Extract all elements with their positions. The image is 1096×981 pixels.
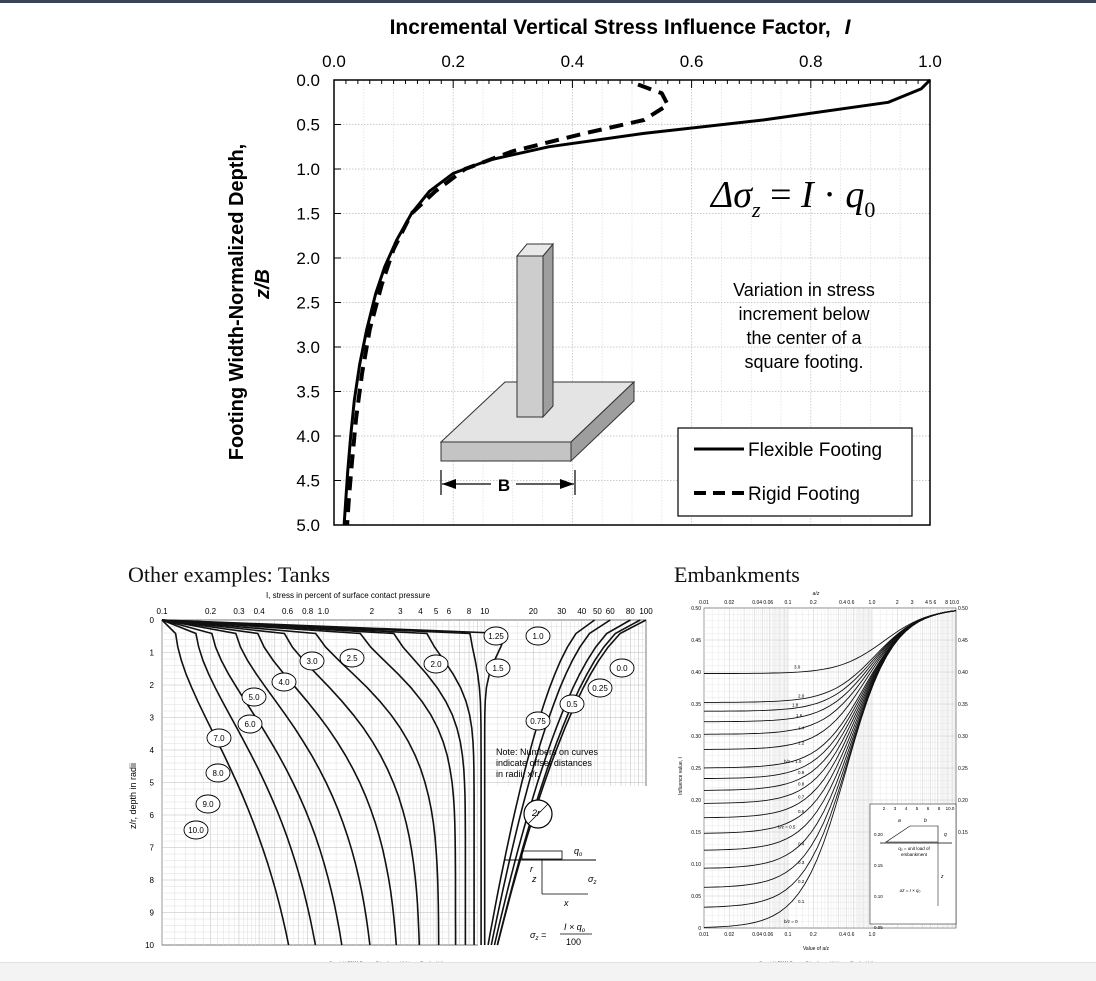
formula-dot: · [813,174,846,216]
emb-inset-formula: σz = I × q₀ [899,888,921,893]
tanks-curve-label [238,715,262,733]
emb-x-tick-label-bottom: 0.02 [724,932,735,938]
tanks-x-tick-label: 2 [369,607,375,616]
tanks-x-tick-label: 60 [605,607,615,616]
tanks-curve-label-text: 0.75 [530,717,546,726]
formula-lhs-subscript: z [752,197,761,222]
tanks-curve-label-text: 2.5 [346,654,358,663]
x-tick-label: 0.8 [798,52,823,71]
y-tick-label: 0.0 [296,71,320,90]
emb-x-tick-label-bottom: 0.2 [809,932,817,938]
annotation-line-3: the center of a [746,328,862,348]
tanks-curve-label [184,821,208,839]
tanks-y-tick-label: 10 [145,941,154,950]
tanks-x-tick-label: 0.1 [156,607,168,616]
chart-title-symbol: I [844,16,851,39]
tanks-note-line-1: Note: Numbers on curves [496,747,599,757]
tank-offset-label: x [564,898,569,908]
emb-x-tick-label-top: 0.2 [809,600,817,606]
emb-curve-label: 1.4 [798,725,805,731]
tanks-y-tick-label: 7 [149,843,154,853]
tanks-x-tick-label: 0.4 [253,607,265,616]
tanks-curve-label [206,764,230,782]
embankments-heading: Embankments [674,562,800,587]
emb-x-title: a/z [812,591,820,597]
stress-formula [709,174,875,222]
tanks-curve-label-text: 1.5 [492,664,504,673]
y-tick-label: 1.5 [296,204,320,224]
emb-inset-x-tick: 2 [882,806,886,811]
legend [678,428,912,516]
annotation-text [733,280,875,372]
tanks-x-tick-label: 0.6 [281,607,294,616]
emb-x-tick-label-bottom: 0.01 [699,932,709,938]
emb-x-tick-label-top: 8 10.0 [945,600,960,606]
y-tick-label: 5.0 [296,516,320,535]
emb-curve-label: 0.7 [798,794,805,800]
formula-load-subscript: 0 [864,197,876,222]
tanks-curve-label [610,659,634,677]
emb-y-tick-label: 0 [698,926,701,932]
tanks-x-ticks [156,607,653,616]
emb-curve-label: b/z = 0 [784,919,798,925]
tanks-formula-equals: = [538,930,547,940]
formula-lhs: Δσ [711,174,753,216]
y-axis-label-variable: z/B [252,269,274,299]
tanks-x-tick-label: 0.2 [205,607,217,616]
emb-curve-label: 0.6 [798,809,805,815]
emb-inset-a-label: a [898,818,901,824]
emb-inset-caption-1: q₀ = unit load of [898,846,930,851]
emb-y-tick-label-right: 0.15 [958,830,968,836]
tanks-x-tick-label: 1.0 [317,607,329,616]
tanks-x-tick-label: 30 [557,607,567,616]
tanks-formula-numerator-text: I × q [564,922,582,932]
emb-inset-x-tick: 4 [904,806,908,811]
emb-x-tick-label-top: 0.1 [784,600,792,606]
tanks-curve-label-text: 4.0 [278,678,290,687]
emb-y-tick-label: 0.15 [691,830,701,836]
emb-y-tick-label-right: 0.25 [958,766,968,772]
tanks-curve-label-text: 0.25 [592,684,608,693]
footing-slab-front [441,442,571,461]
tanks-y-tick-label: 3 [149,713,154,723]
tanks-curve-label-text: 0.5 [566,700,578,709]
tanks-curve-label [272,673,296,691]
main-chart-x-ticks [322,52,942,88]
emb-y-tick-label-right: 0.40 [958,670,968,676]
y-tick-label: 2.5 [296,293,320,313]
tanks-curve-label [560,695,584,713]
emb-inset-q-label: q [944,832,947,838]
emb-x-tick-label-top: 2 [895,600,899,606]
emb-inset-x-tick: 6 [926,806,930,811]
y-tick-label: 0.5 [296,115,320,135]
tanks-curve-label-text: 10.0 [188,826,204,835]
tanks-formula-numerator-sub: o [581,928,586,934]
emb-curve-label: 0.8 [798,781,805,787]
y-tick-label: 3.0 [296,338,320,357]
y-tick-label: 4.5 [296,471,320,491]
tanks-y-tick-label: 5 [149,778,154,788]
tanks-curve-label [207,729,231,747]
tanks-curve-label [588,679,612,697]
emb-y-tick-label: 0.40 [691,670,701,676]
emb-y-tick-label-right: 0.20 [958,798,968,804]
emb-x-tick-label-bottom: 1.0 [868,932,876,938]
tanks-y-tick-label: 1 [149,648,154,658]
emb-x-tick-label-bottom: 0.04 0.06 [752,932,774,938]
tanks-x-tick-label: 4 [418,607,423,616]
tanks-curve-label [300,652,324,670]
column-side [543,244,553,417]
tanks-formula-sigma-sub: z [535,936,539,942]
tanks-y-tick-label: 4 [149,746,154,755]
formula-load: q [845,174,865,216]
emb-x-tick-label-top: 3 [910,600,914,606]
tanks-x-tick-label: 10 [480,607,490,616]
tanks-x-tick-label: 0.8 [302,607,314,616]
y-tick-label: 1.0 [296,160,320,179]
emb-inset-x-tick: 5 [915,806,919,811]
square-footing-illustration [441,244,634,495]
emb-y-tick-label: 0.05 [691,894,701,900]
emb-y-tick-label: 0.30 [691,734,701,740]
emb-inset-panel [870,804,956,924]
tanks-curve-label-text: 1.25 [488,632,504,641]
chart-title [390,16,852,39]
legend-label-rigid: Rigid Footing [748,484,860,505]
tanks-x-tick-label: 80 [625,607,635,616]
emb-curve-label: 0.4 [798,841,805,847]
x-tick-label: 0.6 [679,52,704,71]
tank-stress-subscript: z [593,880,597,886]
emb-inset-caption-2: embankment [900,852,928,857]
emb-x-tick-label-bottom: 0.1 [784,932,792,938]
chart-title-text: Incremental Vertical Stress Influence Factor, [389,16,831,39]
tanks-curve-label-text: 7.0 [213,734,225,743]
emb-inset-x-tick: 8 [937,806,941,811]
emb-curve-label: 0.9 [798,769,805,775]
window-bottom-bar [0,962,1096,981]
tanks-x-tick-label: 0.3 [233,607,245,616]
y-tick-label: 3.5 [296,382,320,402]
tanks-x-tick-label: 5 [433,607,439,616]
annotation-line-4: square footing. [744,352,864,372]
emb-x-tick-label-top: 4 5 6 [925,600,937,606]
tanks-influence-chart [126,586,653,966]
emb-curve-label: 2.0 [798,693,805,699]
tanks-curve-label-text: 2.0 [430,660,442,669]
tanks-x-tick-label: 40 [577,607,587,616]
tanks-x-tick-label: 50 [592,607,602,616]
emb-curve-label: 3.0 [794,664,801,670]
emb-curve-label: 1.8 [792,702,799,708]
y-tick-label: 4.0 [296,427,320,446]
tanks-formula-denominator: 100 [566,937,582,947]
emb-x-tick-label-bottom: 0.4 0.6 [839,932,855,938]
emb-x-tick-label-top: 0.04 0.06 [752,600,774,606]
emb-inset-x-tick: 10.0 [945,806,955,811]
tank-stress-symbol: σ [588,874,594,884]
emb-curve-label: b/z = 0.5 [778,824,796,830]
tank-diameter-label: 2r [532,808,541,818]
tanks-curve-label [486,659,510,677]
emb-inset-x-tick: 3 [893,806,897,811]
emb-curve-label: 0.3 [798,859,805,865]
y-axis-label: Footing Width-Normalized Depth, [226,143,248,461]
tanks-x-tick-label: 8 [466,607,472,616]
emb-y-label: Influence value, I [678,757,684,795]
tanks-formula-sigma: σ [530,930,536,940]
tanks-curve-label-text: 5.0 [248,693,260,702]
tanks-curve-label-text: 1.0 [532,632,544,641]
tanks-y-tick-label: 8 [149,876,154,885]
tanks-curve-label-text: 0.0 [616,664,628,673]
emb-inset-y-tick: 0.15 [874,863,883,868]
column-front [517,256,543,417]
tank-depth-label: z [532,874,537,884]
tanks-curve-label-text: 6.0 [244,720,256,729]
emb-inset-y-tick: 0.05 [874,925,883,930]
emb-curve-label: b/z = 1.0 [784,759,802,765]
tanks-x-tick-label: 3 [398,607,403,616]
formula-influence: I [801,174,814,216]
tanks-y-ticks [145,616,154,950]
emb-y-tick-label: 0.35 [691,702,701,708]
emb-y-tick-label-right: 0.30 [958,734,968,740]
emb-y-tick-label: 0.50 [691,606,701,612]
emb-x-tick-label-top: 0.4 0.6 [839,600,855,606]
emb-inset-y-tick: 0.10 [874,894,883,899]
tanks-heading: Other examples: Tanks [128,562,331,587]
tanks-curve-label [424,655,448,673]
x-tick-label: 0.2 [441,52,466,71]
annotation-line-2: increment below [738,304,870,324]
emb-inset-z-label: z [941,874,944,880]
tanks-y-tick-label: 6 [149,811,154,820]
emb-inset-y-tick: 0.20 [874,832,883,837]
y-tick-label: 2.0 [296,249,320,268]
legend-label-flexible: Flexible Footing [748,440,883,461]
emb-y-tick-label-right: 0.50 [958,606,968,612]
footing-width-label: B [497,476,511,495]
tank-load-subscript: o [579,852,583,858]
embankments-influence-chart [674,586,968,966]
annotation-line-1: Variation in stress [733,280,875,300]
tanks-curve-label [196,795,220,813]
x-tick-label: 0.0 [322,52,346,71]
tank-radius-label: r [530,864,533,874]
formula-equals: = [760,174,802,216]
tanks-x-tick-label: 100 [639,607,653,616]
tanks-note-line-3: in radii, x/r. [496,769,540,779]
tanks-y-label: z/r, depth in radii [128,762,138,830]
emb-inset-b-label: b [924,818,927,824]
emb-y-tick-label: 0.45 [691,638,701,644]
emb-curve-label: 1.2 [798,740,805,746]
emb-y-tick-label: 0.10 [691,862,701,868]
emb-y-tick-label: 0.20 [691,798,701,804]
tanks-x-tick-label: 6 [446,607,452,616]
tanks-curve-label [484,627,508,645]
emb-curve-label: 0.2 [798,878,805,884]
emb-x-tick-label-top: 0.01 [699,600,709,606]
tanks-curve-label [526,712,550,730]
emb-y-tick-label-right: 0.45 [958,638,968,644]
emb-curve-label: 0.1 [798,898,805,904]
tanks-x-title: I, stress in percent of surface contact pressure [265,591,431,600]
emb-x-tick-label-top: 0.02 [724,600,735,606]
tanks-curve-label-text: 9.0 [202,800,214,809]
tanks-x-tick-label: 20 [528,607,538,616]
emb-x-tick-label-top: 1.0 [868,600,876,606]
x-tick-label: 0.4 [560,52,585,71]
emb-y-tick-label-right: 0.35 [958,702,968,708]
tanks-curve-label [526,627,550,645]
tanks-curve-label [242,688,266,706]
x-tick-label: 1.0 [918,52,942,71]
emb-curve-label: 1.6 [796,712,803,718]
tanks-note-line-2: indicate offset distances [496,758,592,768]
tank-load-symbol: q [574,846,580,856]
tanks-y-tick-label: 0 [149,616,154,625]
emb-y-tick-label: 0.25 [691,766,701,772]
tanks-y-tick-label: 9 [149,908,154,918]
tanks-curve-label [340,649,364,667]
tanks-y-tick-label: 2 [149,681,154,690]
emb-x-axis-label: Value of a/z [802,946,830,952]
tanks-curve-label-text: 3.0 [306,657,318,666]
tanks-curve-label-text: 8.0 [212,769,224,778]
